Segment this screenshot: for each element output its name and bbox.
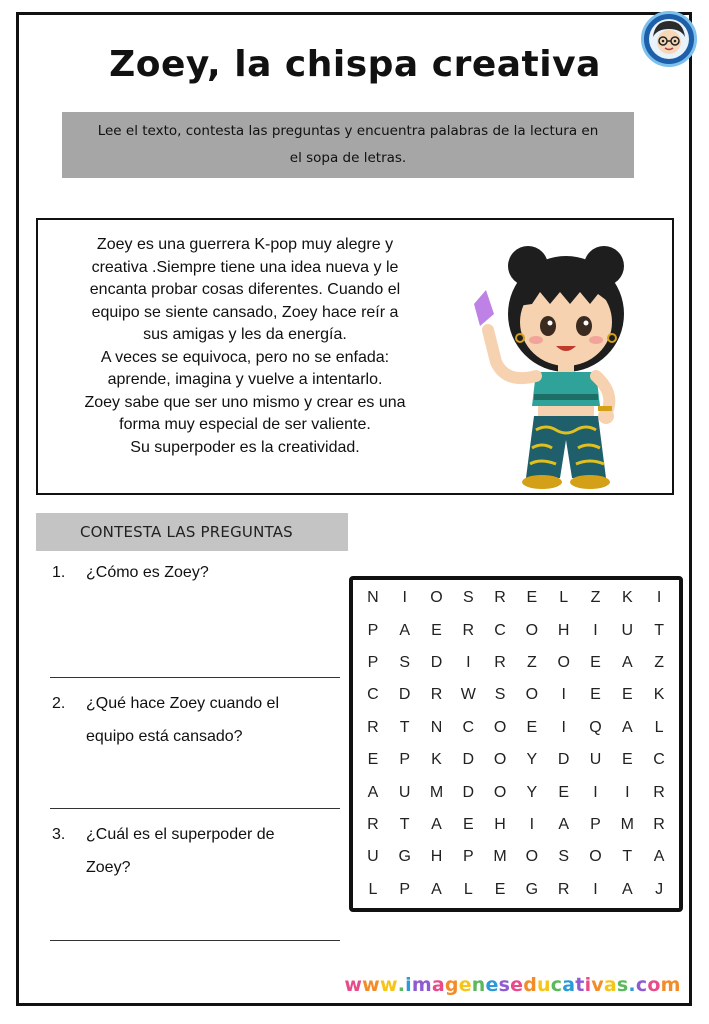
word-search-letter[interactable]: O [525,848,539,866]
word-search-letter[interactable]: P [367,653,379,671]
question-line: Zoey? [86,859,131,876]
word-search-letter[interactable]: T [399,815,410,833]
word-search-letter[interactable]: C [653,751,665,769]
word-search-letter[interactable]: A [653,848,665,866]
question-1 [52,556,342,589]
word-search-letter[interactable]: P [367,621,379,639]
reading-line: sus amigas y les da energía. [143,326,347,343]
word-search-letter[interactable]: Y [526,783,538,801]
reading-line: aprende, imagina y vuelve a intentarlo. [107,371,383,388]
word-search-letter[interactable]: A [431,815,442,833]
word-search-letter[interactable]: S [399,653,411,671]
answer-line[interactable] [50,677,340,678]
word-search-letter[interactable]: R [557,880,570,898]
word-search-letter[interactable]: N [367,589,379,607]
word-search-letter[interactable]: Z [654,653,664,671]
reading-line: Zoey es una guerrera K-pop muy alegre y [96,236,394,253]
question-text [86,687,342,753]
question-line: ¿Qué hace Zoey cuando el [86,695,280,712]
word-search-letter[interactable]: G [398,848,411,866]
word-search-letter[interactable]: S [494,686,506,704]
word-search-letter[interactable]: T [654,621,664,639]
word-search-letter[interactable]: O [525,621,539,639]
word-search-letter[interactable]: E [462,815,474,833]
reading-line: A veces se equivoca, pero no se enfada: [100,348,390,366]
word-search-letter[interactable]: D [462,783,475,801]
word-search-letter[interactable]: C [494,621,506,639]
word-search-letter[interactable]: M [429,783,444,801]
question-text [86,556,342,589]
word-search-letter[interactable]: D [398,686,411,704]
word-search-letter[interactable]: E [621,751,633,769]
word-search-letter[interactable]: L [463,880,473,898]
reading-line: equipo se siente cansado, Zoey hace reír a [91,303,399,321]
word-search-letter[interactable]: E [494,880,506,898]
word-search-letter[interactable]: E [558,783,570,801]
word-search-letter[interactable]: Q [589,718,602,736]
word-search-letter[interactable]: A [621,718,633,736]
word-search-letter[interactable]: I [593,880,598,898]
word-search-letter[interactable]: I [593,621,598,639]
word-search-letter[interactable]: L [654,718,664,736]
question-number: 2. [52,695,66,712]
word-search-letter[interactable]: U [621,621,634,639]
word-search-letter[interactable]: E [431,621,442,639]
word-search-letter[interactable]: I [561,686,566,704]
reading-line: forma muy especial de ser valiente. [119,416,371,433]
word-search-letter[interactable]: P [399,880,411,898]
word-search-letter[interactable]: D [430,653,443,671]
word-search-letter[interactable]: K [621,589,633,607]
word-search-letter[interactable]: K [431,751,442,769]
reading-box [36,218,674,495]
word-search-letter[interactable]: O [557,653,570,671]
word-search-letter[interactable]: E [590,653,601,671]
word-search-letter[interactable]: E [590,686,601,704]
word-search-letter[interactable]: A [621,653,633,671]
word-search-letter[interactable]: W [460,686,476,704]
word-search-letter[interactable]: A [621,880,633,898]
word-search-letter[interactable]: C [367,686,379,704]
word-search-letter[interactable]: R [367,815,379,833]
word-search-letter[interactable]: R [462,621,475,639]
questions-header: CONTESTA LAS PREGUNTAS [36,513,348,551]
word-search-letter[interactable]: R [367,718,379,736]
word-search-letter[interactable]: R [494,589,506,607]
word-search-letter[interactable]: I [656,589,662,607]
page-title: Zoey, la chispa creativa [109,44,601,85]
question-number: 1. [52,564,66,581]
word-search-letter[interactable]: I [466,653,471,671]
word-search-letter[interactable]: I [402,589,407,607]
question-number: 3. [52,826,66,843]
reading-line: encanta probar cosas diferentes. Cuando el [89,281,401,298]
word-search-letter[interactable]: I [625,783,630,801]
reading-line: Zoey sabe que ser uno mismo y crear es una [84,393,406,411]
word-search-letter[interactable]: Z [590,589,601,607]
word-search-letter[interactable]: M [620,815,634,833]
word-search-letter[interactable]: E [526,589,538,607]
word-search-letter[interactable]: R [653,815,665,833]
word-search-letter[interactable]: E [621,686,633,704]
instructions-banner: Lee el texto, contesta las preguntas y encuentra palabras de la lectura en el sopa de letras. [62,112,634,178]
kpop-warrior-girl-illustration [466,234,666,492]
word-search-letter[interactable]: A [399,621,411,639]
word-search-letter[interactable]: A [558,815,570,833]
question-text [86,818,342,884]
word-search-letter[interactable]: Y [526,751,538,769]
question-line: ¿Cómo es Zoey? [86,564,209,581]
word-search-letter[interactable]: E [526,718,538,736]
question-3 [52,818,342,884]
word-search-letter[interactable]: G [525,880,539,898]
word-search-letter[interactable]: T [399,718,410,736]
word-search-letter[interactable]: E [367,751,379,769]
word-search-letter[interactable]: L [559,589,569,607]
word-search-letter[interactable]: M [493,848,507,866]
word-search-letter[interactable]: H [557,621,570,639]
reading-text [50,234,440,459]
word-search-letter[interactable]: R [653,783,665,801]
word-search-letter[interactable]: I [529,815,535,833]
answer-line[interactable] [50,808,340,809]
word-search-letter[interactable]: O [430,589,443,607]
word-search-letter[interactable]: S [462,589,474,607]
word-search-letter[interactable]: L [368,880,378,898]
word-search-letter[interactable]: A [431,880,442,898]
word-search-letter[interactable]: H [430,848,443,866]
word-search-letter[interactable]: D [557,751,570,769]
footer-url[interactable]: www.imageneseducativas.com [344,974,681,996]
question-line: ¿Cuál es el superpoder de [86,826,275,843]
word-search-letter[interactable]: D [462,751,475,769]
word-search-letter[interactable]: U [367,848,379,866]
word-search-letter[interactable]: O [589,848,602,866]
word-search-letter[interactable]: C [462,718,475,736]
word-search-letter[interactable]: Z [527,653,537,671]
word-search-letter[interactable]: H [494,815,506,833]
word-search-grid[interactable] [349,576,683,912]
word-search-letter[interactable]: R [494,653,506,671]
word-search-letter[interactable]: O [493,783,507,801]
word-search-letter[interactable]: O [493,751,507,769]
answer-line[interactable] [50,940,340,941]
word-search-letter[interactable]: O [493,718,507,736]
word-search-letter[interactable]: N [430,718,443,736]
word-search-letter[interactable]: U [589,751,602,769]
word-search-letter[interactable]: P [590,815,601,833]
reading-line: Su superpoder es la creatividad. [130,438,360,456]
question-line: equipo está cansado? [86,728,243,745]
reading-line: creativa .Siempre tiene una idea nueva y le [91,258,399,276]
question-2 [52,687,342,753]
word-search-letter[interactable]: R [430,686,443,704]
word-search-letter[interactable]: P [462,848,474,866]
word-search-letter[interactable]: S [558,848,570,866]
word-search-letter[interactable]: I [593,783,598,801]
word-search-letter[interactable]: K [653,686,665,704]
word-search-letter[interactable]: J [655,880,664,898]
word-search-letter[interactable]: O [525,686,539,704]
word-search-letter[interactable]: I [561,718,566,736]
word-search-letter[interactable]: A [367,783,379,801]
word-search-letter[interactable]: T [622,848,633,866]
word-search-letter[interactable]: U [398,783,411,801]
word-search-letter[interactable]: P [399,751,411,769]
